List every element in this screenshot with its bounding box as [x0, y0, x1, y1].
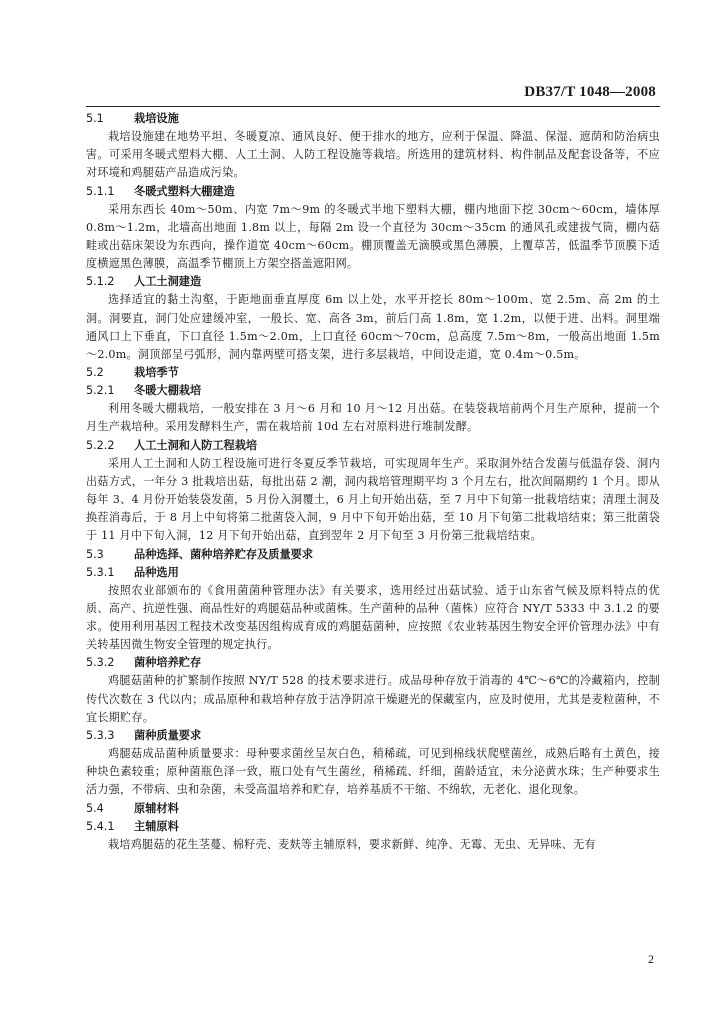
section-heading — [86, 564, 660, 582]
paragraph: 采用东西长 40m～50m、内宽 7m～9m 的冬暖式半地下塑料大棚，棚内地面下挖 30cm～60cm，墙体厚 0.8m～1.2m，北墙高出地面 1.8m 以上，每隔 2m 设一个直径为 30cm～35cm 的通风孔或建拔气筒，棚内菇畦或出菇床架设为东西向，操作道宽 40cm～60cm。棚顶覆盖无滴膜或黑色薄膜，上覆草苫，低温季节顶膜下适度横遮黑色薄膜，高温季节棚顶上方架空搭盖遮阳网。 — [86, 202, 660, 271]
page-number: 2 — [648, 952, 654, 966]
section-heading — [86, 183, 660, 201]
section-number: 5.2 — [86, 366, 104, 380]
section-title: 冬暖大棚栽培 — [134, 384, 202, 398]
section-heading — [86, 546, 660, 564]
section-heading — [86, 727, 660, 745]
section-number: 5.3.1 — [86, 565, 115, 579]
paragraph: 利用冬暖大棚栽培，一般安排在 3 月～6 月和 10 月～12 月出菇。在装袋栽培前两个月生产原种，提前一个月生产栽培种。采用发酵料生产，需在栽培前 10d 左右对原料进行堆制发酵。 — [86, 402, 660, 434]
section-number: 5.1.1 — [86, 184, 115, 198]
paragraph: 选择适宜的黏土沟壑，于距地面垂直厚度 6m 以上处，水平开挖长 80m～100m、宽 2.5m、高 2m 的土洞。洞要直，洞门处应建缓冲室，一般长、宽、高各 3m，前后门高 1.8m，宽 1.2m，以便于进、出料。洞里端通风口上下垂直，下口直径 1.5m～2.0m，上口直径 60cm～70cm，总高度 7.5m～8m，一般高出地面 1.5m～2.0m。洞顶部呈弓弧形，洞内靠两壁可搭支架，进行多层栽培，中间设走道，宽 0.4m～0.5m。 — [86, 293, 660, 362]
section-title: 主辅原料 — [134, 819, 179, 833]
section-title: 栽培设施 — [134, 112, 179, 125]
paragraph: 鸡腿菇菌种的扩繁制作按照 NY/T 528 的技术要求进行。成品母种存放于消毒的 4℃～6℃的冷藏箱内，控制传代次数在 3 代以内；成品原种和栽培种存放于洁净阴凉干燥避光的保藏室内，应及时使用，尤其是麦粒菌种，不宜长期贮存。 — [86, 674, 660, 724]
section-number: 5.3.2 — [86, 656, 115, 670]
section-heading — [86, 273, 660, 291]
section-title: 原辅材料 — [134, 801, 179, 815]
section-title: 栽培季节 — [134, 366, 179, 380]
paragraph: 栽培设施建在地势平坦、冬暖夏凉、通风良好、便于排水的地方，应利于保温、降温、保湿、遮荫和防治病虫害。可采用冬暖式塑料大棚、人工土洞、人防工程设施等栽培。所选用的建筑材料、构件制品及配套设备等，不应对环境和鸡腿菇产品造成污染。 — [86, 130, 660, 180]
paragraph: 鸡腿菇成品菌种质量要求：母种要求菌丝呈灰白色，稍稀疏，可见到棉线状爬壁菌丝，成熟后略有土黄色，接种块色素较重；原种菌瓶色泽一致，瓶口处有气生菌丝，稍稀疏、纤细，菌龄适宜，未分泌黄水珠；生产种要求生活力强，不带病、虫和杂菌，未受高温培养和贮存，培养基质不干缩、不绵软，无老化、退化现象。 — [86, 747, 660, 797]
section-number: 5.1.2 — [86, 275, 115, 289]
section-title: 菌种质量要求 — [134, 729, 202, 743]
document-body — [86, 110, 660, 854]
section-heading — [86, 110, 660, 128]
paragraph: 采用人工土洞和人防工程设施可进行冬夏反季节栽培，可实现周年生产。采取洞外结合发菌与低温存袋、洞内出菇方式，一年分 3 批栽培出菇，每批出菇 2 潮，洞内栽培管理期平均 3 个月左右，批次间隔期约 1 个月。即从每年 3、4 月份开始装袋发菌，5 月份入洞覆土，6 月上旬开始出菇，至 7 月中下旬第一批栽培结束；清理土洞及换茬消毒后，于 8 月上中旬将第二批菌袋入洞，9 月中下旬开始出菇，至 10 月下旬第二批栽培结束；第三批菌袋于 11 月中下旬入洞，12 月下旬开始出菇，直到翌年 2 月下旬至 3 月份第三批栽培结束。 — [86, 456, 660, 543]
section-number: 5.2.2 — [86, 438, 115, 452]
section-title: 人工土洞建造 — [134, 275, 202, 289]
section-title: 品种选用 — [134, 565, 179, 579]
section-number: 5.2.1 — [86, 384, 115, 398]
paragraph: 栽培鸡腿菇的花生茎蔓、棉籽壳、麦麸等主辅原料，要求新鲜、纯净、无霉、无虫、无异味、无有 — [108, 837, 596, 851]
section-title: 冬暖式塑料大棚建造 — [134, 184, 235, 198]
section-heading — [86, 437, 660, 455]
section-number: 5.4 — [86, 801, 104, 815]
section-number: 5.3.3 — [86, 729, 115, 743]
section-heading — [86, 818, 660, 836]
section-heading — [86, 382, 660, 400]
section-title: 人工土洞和人防工程栽培 — [134, 438, 258, 452]
section-title: 菌种培养贮存 — [134, 656, 202, 670]
section-heading — [86, 800, 660, 818]
section-number: 5.4.1 — [86, 819, 115, 833]
section-number: 5.3 — [86, 547, 104, 561]
header-rule — [86, 106, 660, 107]
standard-code: DB37/T 1048—2008 — [524, 84, 656, 100]
section-number: 5.1 — [86, 112, 104, 125]
section-heading — [86, 364, 660, 382]
paragraph: 按照农业部颁布的《食用菌菌种管理办法》有关要求，选用经过出菇试验、适于山东省气候及原料特点的优质、高产、抗逆性强、商品性好的鸡腿菇品种或菌株。生产菌种的品种（菌株）应符合 NY/T 5333 中 3.1.2 的要求。使用利用基因工程技术改变基因组构成育成的鸡腿菇菌种，应按照《农业转基因生物安全评价管理办法》中有关转基因微生物安全管理的规定执行。 — [86, 583, 660, 652]
section-title: 品种选择、菌种培养贮存及质量要求 — [134, 547, 314, 561]
section-heading — [86, 654, 660, 672]
